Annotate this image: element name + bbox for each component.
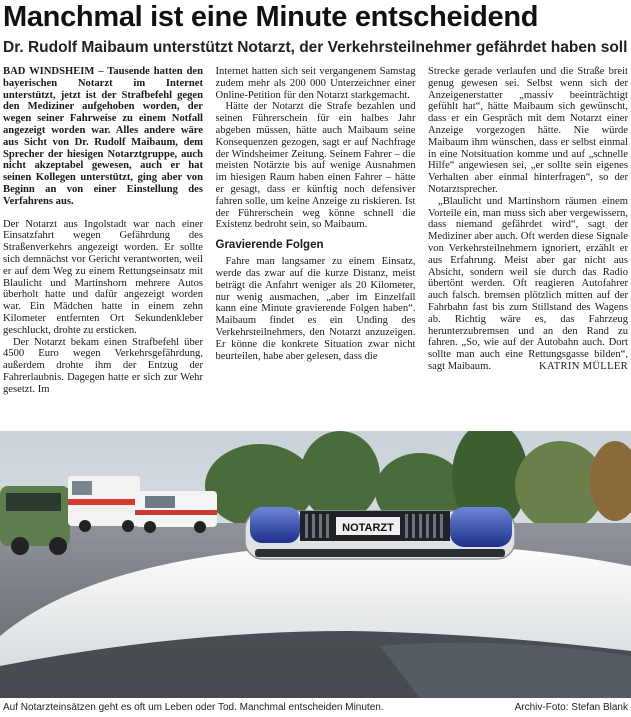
roof-light-text: NOTARZT	[342, 522, 394, 534]
author-byline: KATRIN MÜLLER	[539, 360, 628, 372]
column-3	[428, 66, 628, 426]
body-paragraph	[428, 196, 628, 373]
article-photo	[0, 431, 631, 698]
subheadline: Dr. Rudolf Maibaum unterstützt Notarzt, der Verkehrsteilnehmer gefährdet haben soll	[3, 39, 628, 56]
headline: Manchmal ist eine Minute entscheidend	[3, 1, 539, 33]
body-paragraph: Internet hatten sich seit vergangenem Samstag zudem mehr als 200 000 Unterzeichner einer Online-Petition für den Notarzt starkgemacht.	[215, 66, 416, 101]
green-car	[0, 486, 70, 555]
column-2	[216, 66, 416, 426]
body-paragraph: Strecke gerade verlaufen und die Straße breit genug gewesen sei. Selbst wenn sich der Anzeigenerstatter „massiv beeinträchtigt gefühlt hat“, hätte Maibaum sich gewünscht, dass er ein Gespräch mit dem Notarzt einer Anzeige vorgezogen hätte. Nie würde Maibaum ihm wünschen, dass er selbst einmal in eine Notsituation komme und auf „schnelle Hilfe“ angewiesen sei, „er sollte sein eigenes Verhalten aber einmal hinterfragen“, so der Notarztsprecher.	[428, 66, 628, 195]
ambulance-2	[135, 491, 217, 533]
section-heading: Gravierende Folgen	[215, 239, 324, 252]
lead-paragraph: BAD WINDSHEIM – Tausende hatten den bayerischen Notarzt im Internet unterstützt, jetzt ist der Strafbefehl gegen den Mediziner aufgehoben worden, der wegen seiner Fahrweise zu einem Notfall angezeigt worden war. Alles andere wäre aus Sicht von Dr. Rudolf Maibaum, dem Sprecher der hiesigen Notarztgruppe, auch nicht akzeptabel gewesen, auch er hat seinen Kollegen unterstützt, ging aber von Beginn an von einer Einstellung des Verfahrens aus.	[3, 66, 203, 207]
emergency-vehicle-photo	[0, 431, 631, 698]
body-paragraph: Der Notarzt aus Ingolstadt war nach einer Einsatzfahrt wegen Gefährdung des Straßenverkehrs angezeigt worden. Er sollte sich demnächst vor Gericht verantworten, weil er auf dem Weg zu einem Rettungseinsatz mit Blaulicht und Martinshorn mehrere Autos überholt hatte und dafür angezeigt worden war. Ein Mädchen hatte in einem zehn Kilometer entfernten Ort Sekundenkleber geschluckt, drohte zu ersticken.	[3, 218, 203, 336]
caption-text: Auf Notarzteinsätzen geht es oft um Leben oder Tod. Manchmal entscheiden Minuten.	[3, 702, 384, 713]
roof-light-bar	[245, 507, 515, 559]
column-1	[3, 66, 203, 426]
photo-caption	[3, 701, 628, 715]
body-paragraph: Hätte der Notarzt die Strafe bezahlen und seinen Führerschein für ein halbes Jahr abgeben müssen, hätte auch Maibaum seine Konsequenzen gezogen, sagt er auf Nachfrage der Windsheimer Zeitung. Seinem Fahrer – die meisten Notärzte bis auf wenige Ausnahmen im hiesigen Raum haben einen Fahrer – hätte er gesagt, dass er künftig noch defensiver fahren solle, um keine Anzeige zu riskieren. Ist der Führerschein weg könne schnell die Existenz bedroht sein, so Maibaum.	[215, 101, 416, 231]
body-paragraph: Der Notarzt bekam einen Strafbefehl über 4500 Euro wegen Verkehrsgefährdung, außerdem drohte ihm der Entzug der Fahrerlaubnis. Dagegen hatte er sich zur Wehr gesetzt. Im	[3, 336, 203, 395]
body-paragraph: Fahre man langsamer zu einem Einsatz, werde das zwar auf die kurze Distanz, meist beträgt die Anfahrt weniger als 20 Kilometer, nur wenig ausmachen, „aber im Einzelfall kann eine Minute gravierende Folgen haben“. Maibaum findet es ein Unding des Verkehrsteilnehmers, den Notarzt anzuzeigen. Er könne die konkrete Situation zwar nicht beurteilen, habe aber gelesen, dass die	[215, 256, 416, 362]
ambulance-1	[68, 476, 140, 532]
body-text: „Blaulicht und Martinshorn räumen einem Vorteile ein, man muss sich aber vergewissern, dass niemand gefährdet wird“, sagt der Mediziner aber auch. Oft werden diese Signale von Verkehrsteilnehmern ignoriert, erzählt er aus Erfahrung. Meist aber gar nicht aus Absicht, sondern weil sie durch das Radio übertönt werden. Oft reagieren Autofahrer auch falsch. bremsen plötzlich mitten auf der Fahrbahn fast bis zum Stillstand des Wagens ab. Richtig wäre es, das Fahrzeug herunterzubremsen und an den Rand zu fahren. „So, wie auf der Autobahn auch. Dort sollte man auch eine Rettungsgasse bilden“, sagt Maibaum.	[428, 195, 628, 372]
photo-credit: Archiv-Foto: Stefan Blank	[514, 702, 628, 713]
article-body	[3, 66, 628, 426]
